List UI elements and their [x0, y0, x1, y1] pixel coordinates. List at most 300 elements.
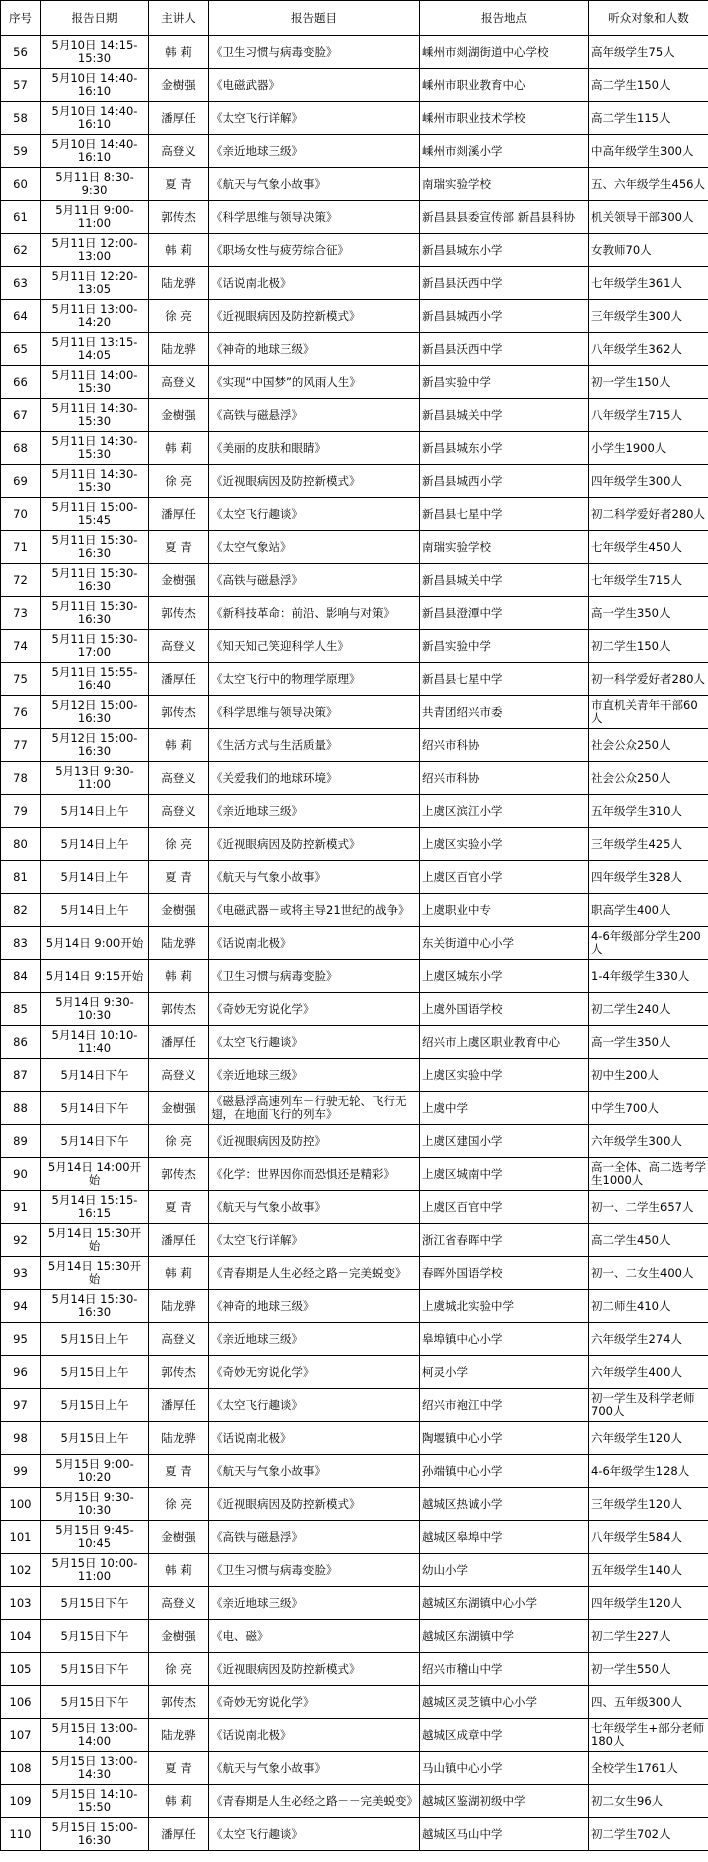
cell-topic: 《太空飞行趣谈》	[209, 1026, 420, 1059]
cell-location: 新昌县澄潭中学	[420, 597, 589, 630]
cell-topic: 《青春期是人生必经之路－完美蜕变》	[209, 1257, 420, 1290]
cell-number: 80	[1, 828, 41, 861]
cell-location: 皋埠镇中心小学	[420, 1323, 589, 1356]
table-row	[1, 630, 708, 663]
cell-number: 104	[1, 1620, 41, 1653]
cell-topic: 《亲近地球三级》	[209, 135, 420, 168]
cell-date: 5月14日上午	[41, 894, 149, 927]
cell-audience: 初一学生150人	[589, 366, 708, 399]
table-row	[1, 1191, 708, 1224]
table-row	[1, 1587, 708, 1620]
cell-speaker: 高登义	[149, 366, 209, 399]
cell-topic: 《太空飞行详解》	[209, 1224, 420, 1257]
table-row	[1, 927, 708, 960]
cell-date: 5月11日 13:15-14:05	[41, 333, 149, 366]
cell-topic: 《话说南北极》	[209, 1719, 420, 1752]
cell-number: 71	[1, 531, 41, 564]
cell-speaker: 徐 亮	[149, 1653, 209, 1686]
cell-date: 5月15日 9:00-10:20	[41, 1455, 149, 1488]
cell-number: 59	[1, 135, 41, 168]
cell-speaker: 夏 青	[149, 861, 209, 894]
header-topic: 报告题目	[209, 1, 420, 36]
cell-topic: 《奇妙无穷说化学》	[209, 993, 420, 1026]
cell-topic: 《卫生习惯与病毒变脸》	[209, 1554, 420, 1587]
table-row	[1, 333, 708, 366]
cell-location: 嵊州市剡湖街道中心学校	[420, 36, 589, 69]
cell-topic: 《实现“中国梦”的风雨人生》	[209, 366, 420, 399]
cell-audience: 初一科学爱好者280人	[589, 663, 708, 696]
cell-topic: 《电磁武器－或将主导21世纪的战争》	[209, 894, 420, 927]
cell-audience: 4-6年级学生128人	[589, 1455, 708, 1488]
cell-speaker: 潘厚任	[149, 498, 209, 531]
cell-location: 上虞区城东小学	[420, 960, 589, 993]
table-row	[1, 168, 708, 201]
cell-audience: 八年级学生715人	[589, 399, 708, 432]
table-row	[1, 201, 708, 234]
cell-audience: 高一学生350人	[589, 597, 708, 630]
cell-location: 嵊州市剡溪小学	[420, 135, 589, 168]
table-row	[1, 1752, 708, 1785]
cell-topic: 《近视眼病因及防控》	[209, 1125, 420, 1158]
cell-number: 88	[1, 1092, 41, 1125]
cell-speaker: 夏 青	[149, 1752, 209, 1785]
table-row	[1, 1356, 708, 1389]
cell-date: 5月11日 8:30-9:30	[41, 168, 149, 201]
cell-location: 越城区成章中学	[420, 1719, 589, 1752]
cell-location: 绍兴市科协	[420, 729, 589, 762]
cell-audience: 七年级学生+部分老师180人	[589, 1719, 708, 1752]
cell-date: 5月11日 14:30-15:30	[41, 399, 149, 432]
cell-audience: 初一学生及科学老师700人	[589, 1389, 708, 1422]
cell-date: 5月11日 9:00-11:00	[41, 201, 149, 234]
cell-location: 绍兴市袍江中学	[420, 1389, 589, 1422]
cell-number: 106	[1, 1686, 41, 1719]
cell-date: 5月14日 15:30开始	[41, 1224, 149, 1257]
cell-speaker: 潘厚任	[149, 1389, 209, 1422]
cell-date: 5月15日上午	[41, 1356, 149, 1389]
cell-date: 5月10日 14:40-16:10	[41, 135, 149, 168]
cell-speaker: 金樹强	[149, 1521, 209, 1554]
cell-location: 越城区灵芝镇中心小学	[420, 1686, 589, 1719]
cell-number: 72	[1, 564, 41, 597]
cell-date: 5月15日 15:00-16:30	[41, 1818, 149, 1851]
cell-audience: 初中生200人	[589, 1059, 708, 1092]
cell-speaker: 徐 亮	[149, 1488, 209, 1521]
cell-speaker: 韩 莉	[149, 729, 209, 762]
cell-topic: 《近视眼病因及防控新模式》	[209, 1653, 420, 1686]
cell-topic: 《太空飞行中的物理学原理》	[209, 663, 420, 696]
cell-number: 73	[1, 597, 41, 630]
cell-topic: 《话说南北极》	[209, 267, 420, 300]
cell-date: 5月10日 14:40-16:10	[41, 102, 149, 135]
cell-speaker: 金樹强	[149, 1620, 209, 1653]
cell-audience: 职高学生400人	[589, 894, 708, 927]
cell-location: 南瑞实验学校	[420, 168, 589, 201]
cell-audience: 六年级学生274人	[589, 1323, 708, 1356]
cell-speaker: 陆龙骅	[149, 1422, 209, 1455]
cell-date: 5月14日 15:30开始	[41, 1257, 149, 1290]
table-row	[1, 861, 708, 894]
cell-audience: 七年级学生715人	[589, 564, 708, 597]
cell-location: 上虞中学	[420, 1092, 589, 1125]
cell-location: 新昌实验中学	[420, 366, 589, 399]
cell-topic: 《高铁与磁悬浮》	[209, 1521, 420, 1554]
table-row	[1, 1422, 708, 1455]
cell-number: 85	[1, 993, 41, 1026]
table-row	[1, 234, 708, 267]
cell-location: 马山镇中心小学	[420, 1752, 589, 1785]
cell-number: 64	[1, 300, 41, 333]
cell-number: 68	[1, 432, 41, 465]
cell-topic: 《高铁与磁悬浮》	[209, 399, 420, 432]
cell-number: 95	[1, 1323, 41, 1356]
table-row	[1, 1818, 708, 1851]
table-row	[1, 663, 708, 696]
cell-topic: 《近视眼病因及防控新模式》	[209, 828, 420, 861]
table-row	[1, 696, 708, 729]
table-row	[1, 135, 708, 168]
cell-number: 77	[1, 729, 41, 762]
cell-number: 83	[1, 927, 41, 960]
cell-topic: 《职场女性与疲劳综合征》	[209, 234, 420, 267]
cell-topic: 《航天与气象小故事》	[209, 1191, 420, 1224]
cell-speaker: 陆龙骅	[149, 333, 209, 366]
cell-speaker: 郭传杰	[149, 1158, 209, 1191]
cell-location: 越城区皋埠中学	[420, 1521, 589, 1554]
cell-location: 新昌实验中学	[420, 630, 589, 663]
cell-topic: 《话说南北极》	[209, 1422, 420, 1455]
cell-audience: 五年级学生140人	[589, 1554, 708, 1587]
cell-speaker: 陆龙骅	[149, 1290, 209, 1323]
cell-date: 5月12日 15:00-16:30	[41, 729, 149, 762]
cell-number: 102	[1, 1554, 41, 1587]
cell-topic: 《化学：世界因你而恐惧还是精彩》	[209, 1158, 420, 1191]
cell-speaker: 徐 亮	[149, 465, 209, 498]
table-row	[1, 432, 708, 465]
cell-topic: 《卫生习惯与病毒变脸》	[209, 960, 420, 993]
cell-location: 春晖外国语学校	[420, 1257, 589, 1290]
cell-audience: 市直机关青年干部60人	[589, 696, 708, 729]
cell-date: 5月15日 13:00-14:00	[41, 1719, 149, 1752]
header-speaker: 主讲人	[149, 1, 209, 36]
cell-date: 5月15日上午	[41, 1323, 149, 1356]
table-row	[1, 267, 708, 300]
cell-topic: 《亲近地球三级》	[209, 1059, 420, 1092]
cell-location: 柯灵小学	[420, 1356, 589, 1389]
cell-audience: 初一、二女生400人	[589, 1257, 708, 1290]
cell-audience: 初二女生96人	[589, 1785, 708, 1818]
cell-speaker: 郭传杰	[149, 696, 209, 729]
cell-speaker: 高登义	[149, 762, 209, 795]
cell-speaker: 韩 莉	[149, 960, 209, 993]
cell-location: 新昌县城东小学	[420, 234, 589, 267]
cell-date: 5月14日 15:15-16:15	[41, 1191, 149, 1224]
cell-speaker: 郭传杰	[149, 201, 209, 234]
cell-location: 新昌县沃西中学	[420, 333, 589, 366]
cell-location: 新昌县七星中学	[420, 498, 589, 531]
cell-speaker: 韩 莉	[149, 1785, 209, 1818]
cell-audience: 初一学生550人	[589, 1653, 708, 1686]
cell-number: 79	[1, 795, 41, 828]
cell-location: 新昌县城西小学	[420, 465, 589, 498]
cell-audience: 初一、二学生657人	[589, 1191, 708, 1224]
cell-audience: 六年级学生400人	[589, 1356, 708, 1389]
cell-number: 67	[1, 399, 41, 432]
cell-location: 新昌县城东小学	[420, 432, 589, 465]
cell-number: 92	[1, 1224, 41, 1257]
cell-date: 5月14日下午	[41, 1092, 149, 1125]
cell-speaker: 高登义	[149, 1059, 209, 1092]
cell-speaker: 陆龙骅	[149, 927, 209, 960]
cell-audience: 4-6年级部分学生200人	[589, 927, 708, 960]
cell-topic: 《科学思维与领导决策》	[209, 201, 420, 234]
cell-audience: 五、六年级学生456人	[589, 168, 708, 201]
cell-speaker: 金樹强	[149, 399, 209, 432]
cell-date: 5月11日 15:30-16:30	[41, 597, 149, 630]
cell-date: 5月15日 9:45-10:45	[41, 1521, 149, 1554]
cell-location: 上虞区实验中学	[420, 1059, 589, 1092]
cell-location: 新昌县七星中学	[420, 663, 589, 696]
cell-audience: 1-4年级学生330人	[589, 960, 708, 993]
cell-number: 87	[1, 1059, 41, 1092]
cell-speaker: 韩 莉	[149, 1554, 209, 1587]
cell-number: 86	[1, 1026, 41, 1059]
table-row	[1, 102, 708, 135]
cell-date: 5月15日 10:00-11:00	[41, 1554, 149, 1587]
table-row	[1, 1455, 708, 1488]
cell-location: 新昌县城关中学	[420, 399, 589, 432]
cell-audience: 七年级学生450人	[589, 531, 708, 564]
cell-speaker: 高登义	[149, 795, 209, 828]
cell-date: 5月14日上午	[41, 861, 149, 894]
cell-topic: 《新科技革命：前沿、影响与对策》	[209, 597, 420, 630]
cell-location: 绍兴市上虞区职业教育中心	[420, 1026, 589, 1059]
cell-speaker: 徐 亮	[149, 828, 209, 861]
cell-speaker: 陆龙骅	[149, 267, 209, 300]
cell-audience: 社会公众250人	[589, 762, 708, 795]
cell-location: 南瑞实验学校	[420, 531, 589, 564]
table-row	[1, 729, 708, 762]
cell-audience: 三年级学生425人	[589, 828, 708, 861]
cell-speaker: 夏 青	[149, 531, 209, 564]
cell-audience: 初二学生240人	[589, 993, 708, 1026]
table-row	[1, 1620, 708, 1653]
cell-topic: 《电、磁》	[209, 1620, 420, 1653]
cell-number: 84	[1, 960, 41, 993]
cell-location: 陶堰镇中心小学	[420, 1422, 589, 1455]
cell-topic: 《航天与气象小故事》	[209, 1752, 420, 1785]
cell-date: 5月14日 14:00开始	[41, 1158, 149, 1191]
cell-topic: 《近视眼病因及防控新模式》	[209, 300, 420, 333]
table-row	[1, 300, 708, 333]
cell-date: 5月14日下午	[41, 1059, 149, 1092]
cell-audience: 五年级学生310人	[589, 795, 708, 828]
cell-location: 嵊州市职业教育中心	[420, 69, 589, 102]
table-row	[1, 1686, 708, 1719]
cell-topic: 《太空飞行趣谈》	[209, 1389, 420, 1422]
cell-speaker: 韩 莉	[149, 36, 209, 69]
cell-location: 上虞城北实验中学	[420, 1290, 589, 1323]
cell-number: 61	[1, 201, 41, 234]
table-row	[1, 1719, 708, 1752]
cell-date: 5月15日下午	[41, 1587, 149, 1620]
cell-number: 66	[1, 366, 41, 399]
cell-date: 5月10日 14:15-15:30	[41, 36, 149, 69]
cell-location: 越城区东湖镇中学	[420, 1620, 589, 1653]
cell-audience: 四年级学生328人	[589, 861, 708, 894]
table-row	[1, 1224, 708, 1257]
cell-location: 新昌县沃西中学	[420, 267, 589, 300]
cell-topic: 《生活方式与生活质量》	[209, 729, 420, 762]
cell-number: 58	[1, 102, 41, 135]
cell-number: 60	[1, 168, 41, 201]
cell-location: 上虞区建国小学	[420, 1125, 589, 1158]
cell-location: 越城区鉴湖初级中学	[420, 1785, 589, 1818]
cell-audience: 七年级学生361人	[589, 267, 708, 300]
cell-date: 5月11日 14:30-15:30	[41, 465, 149, 498]
table-row	[1, 1389, 708, 1422]
cell-speaker: 高登义	[149, 1587, 209, 1620]
cell-topic: 《亲近地球三级》	[209, 1587, 420, 1620]
cell-audience: 高一全体、高二选考学生1000人	[589, 1158, 708, 1191]
table-row	[1, 960, 708, 993]
cell-date: 5月11日 13:00-14:20	[41, 300, 149, 333]
cell-date: 5月14日 15:30-16:30	[41, 1290, 149, 1323]
cell-date: 5月11日 15:30-16:30	[41, 531, 149, 564]
table-row	[1, 69, 708, 102]
cell-number: 91	[1, 1191, 41, 1224]
cell-location: 幼山小学	[420, 1554, 589, 1587]
cell-audience: 四、五年级300人	[589, 1686, 708, 1719]
cell-location: 绍兴市科协	[420, 762, 589, 795]
cell-audience: 社会公众250人	[589, 729, 708, 762]
header-date: 报告日期	[41, 1, 149, 36]
cell-topic: 《近视眼病因及防控新模式》	[209, 465, 420, 498]
table-row	[1, 498, 708, 531]
cell-number: 63	[1, 267, 41, 300]
table-row	[1, 795, 708, 828]
header-row	[1, 1, 708, 36]
cell-speaker: 潘厚任	[149, 1818, 209, 1851]
cell-speaker: 韩 莉	[149, 234, 209, 267]
cell-date: 5月13日 9:30-11:00	[41, 762, 149, 795]
cell-audience: 机关领导干部300人	[589, 201, 708, 234]
cell-location: 新昌县县委宣传部 新昌县科协	[420, 201, 589, 234]
cell-audience: 四年级学生300人	[589, 465, 708, 498]
cell-number: 98	[1, 1422, 41, 1455]
cell-number: 96	[1, 1356, 41, 1389]
cell-topic: 《神奇的地球三级》	[209, 333, 420, 366]
cell-audience: 初二师生410人	[589, 1290, 708, 1323]
cell-topic: 《太空飞行趣谈》	[209, 498, 420, 531]
cell-topic: 《卫生习惯与病毒变脸》	[209, 36, 420, 69]
cell-date: 5月11日 14:30-15:30	[41, 432, 149, 465]
cell-speaker: 夏 青	[149, 1455, 209, 1488]
header-no: 序号	[1, 1, 41, 36]
cell-speaker: 高登义	[149, 630, 209, 663]
cell-speaker: 潘厚任	[149, 1224, 209, 1257]
cell-topic: 《亲近地球三级》	[209, 1323, 420, 1356]
cell-audience: 高二学生150人	[589, 69, 708, 102]
cell-audience: 初二学生702人	[589, 1818, 708, 1851]
cell-date: 5月11日 15:30-16:30	[41, 564, 149, 597]
table-row	[1, 1521, 708, 1554]
cell-number: 103	[1, 1587, 41, 1620]
table-row	[1, 36, 708, 69]
cell-location: 新昌县城西小学	[420, 300, 589, 333]
cell-number: 110	[1, 1818, 41, 1851]
cell-speaker: 韩 莉	[149, 1257, 209, 1290]
cell-speaker: 郭传杰	[149, 993, 209, 1026]
cell-location: 上虞区实验小学	[420, 828, 589, 861]
cell-date: 5月14日上午	[41, 795, 149, 828]
cell-date: 5月11日 15:30-17:00	[41, 630, 149, 663]
cell-speaker: 高登义	[149, 135, 209, 168]
cell-topic: 《美丽的皮肤和眼睛》	[209, 432, 420, 465]
header-audience: 听众对象和人数	[589, 1, 708, 36]
cell-speaker: 潘厚任	[149, 102, 209, 135]
cell-speaker: 郭传杰	[149, 1356, 209, 1389]
cell-topic: 《科学思维与领导决策》	[209, 696, 420, 729]
cell-number: 100	[1, 1488, 41, 1521]
cell-location: 上虞区城南中学	[420, 1158, 589, 1191]
cell-topic: 《知天知己笑迎科学人生》	[209, 630, 420, 663]
table-row	[1, 1059, 708, 1092]
cell-audience: 初二科学爱好者280人	[589, 498, 708, 531]
table-row	[1, 1092, 708, 1125]
table-body	[1, 36, 708, 1851]
cell-number: 65	[1, 333, 41, 366]
cell-date: 5月11日 14:00-15:30	[41, 366, 149, 399]
cell-topic: 《话说南北极》	[209, 927, 420, 960]
cell-date: 5月15日上午	[41, 1422, 149, 1455]
cell-number: 74	[1, 630, 41, 663]
cell-speaker: 金樹强	[149, 894, 209, 927]
cell-audience: 六年级学生120人	[589, 1422, 708, 1455]
cell-audience: 四年级学生120人	[589, 1587, 708, 1620]
cell-date: 5月15日 13:00-14:30	[41, 1752, 149, 1785]
cell-audience: 初二学生150人	[589, 630, 708, 663]
cell-speaker: 金樹强	[149, 1092, 209, 1125]
cell-audience: 三年级学生300人	[589, 300, 708, 333]
table-row	[1, 762, 708, 795]
cell-location: 共青团绍兴市委	[420, 696, 589, 729]
table-row	[1, 465, 708, 498]
cell-topic: 《电磁武器》	[209, 69, 420, 102]
cell-number: 89	[1, 1125, 41, 1158]
table-row	[1, 1026, 708, 1059]
cell-topic: 《航天与气象小故事》	[209, 1455, 420, 1488]
table-row	[1, 1125, 708, 1158]
cell-topic: 《近视眼病因及防控新模式》	[209, 1488, 420, 1521]
cell-number: 76	[1, 696, 41, 729]
cell-date: 5月14日 9:30-10:30	[41, 993, 149, 1026]
cell-topic: 《亲近地球三级》	[209, 795, 420, 828]
cell-topic: 《神奇的地球三级》	[209, 1290, 420, 1323]
cell-date: 5月15日 9:30-10:30	[41, 1488, 149, 1521]
cell-number: 56	[1, 36, 41, 69]
cell-location: 越城区东湖镇中心小学	[420, 1587, 589, 1620]
cell-date: 5月15日下午	[41, 1653, 149, 1686]
cell-location: 上虞区百官小学	[420, 861, 589, 894]
cell-topic: 《太空气象站》	[209, 531, 420, 564]
cell-number: 108	[1, 1752, 41, 1785]
cell-audience: 女教师70人	[589, 234, 708, 267]
cell-date: 5月15日 14:10-15:50	[41, 1785, 149, 1818]
table-row	[1, 1323, 708, 1356]
cell-location: 上虞区百官中学	[420, 1191, 589, 1224]
cell-location: 越城区马山中学	[420, 1818, 589, 1851]
